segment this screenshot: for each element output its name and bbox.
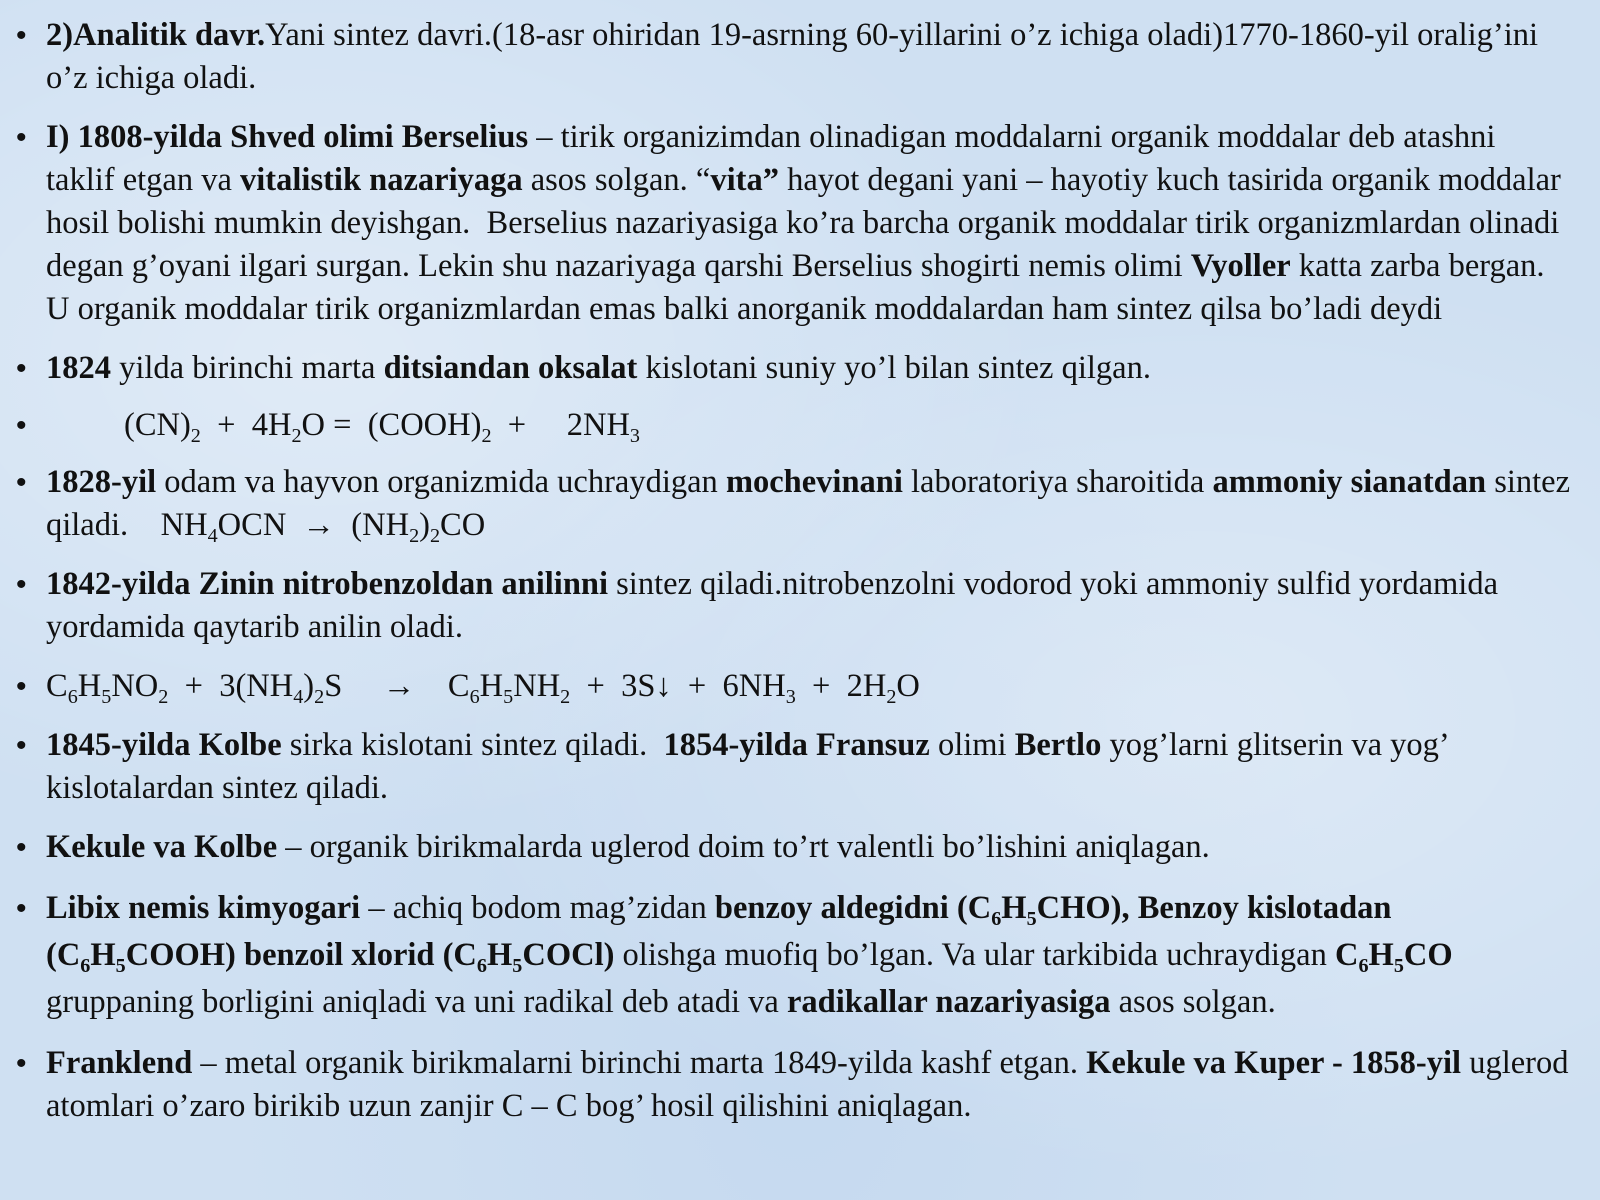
text-run: ) [303,668,315,704]
text-run: ditsiandan oksalat [383,350,638,386]
bullet-item [46,116,1570,331]
text-run: kislotani suniy yo’l bilan sintez qilgan. [637,350,1151,386]
text-run: 1845-yilda Kolbe [46,727,282,763]
text-run: Franklend [46,1045,193,1081]
text-run: – metal organik birikmalarni birinchi marta 1849-yilda kashf etgan. [192,1045,1087,1081]
subscript: 5 [503,686,514,709]
text-run: sirka kislotani sintez qiladi. [281,727,664,763]
text-run: H [77,668,102,704]
text-run: Kekule va Kolbe [46,829,278,865]
text-run: O = (COOH) [301,407,482,443]
bullet-item [46,347,1570,390]
text-run: COOH) benzoil xlorid (C [125,937,477,973]
text-run: OCN → (NH [217,507,410,543]
text-run: sintez qiladi.nitrobenzolni vodorod yoki ammoniy sulfid yordamida yordamida qaytarib anilin oladi. [46,566,1507,645]
subscript: 6 [67,686,78,709]
subscript: 2 [886,686,897,709]
text-run: yog’larni glitserin va yog’ kislotalardan sintez qiladi. [46,727,1456,806]
subscript: 6 [80,955,91,978]
subscript: 2 [481,425,492,448]
text-run: hayot degani yani – hayotiy kuch tasirida organik moddalar hosil bolishi mumkin deyishgan. Berselius nazariyasiga ko’ra barcha organik moddalar tirik organizmlardan olinadi degan g’oyani ilgari surgan. Lekin shu nazariyaga qarshi Berselius shogirti nemis olimi [46,162,1569,284]
subscript: 2 [409,525,420,548]
text-run: C [1334,937,1359,973]
subscript: 2 [158,686,169,709]
text-run: H [486,937,513,973]
text-run: ) [419,507,430,543]
text-run: benzoy aldegidni (C [714,890,992,926]
subscript: 2 [190,425,201,448]
text-run: Vyoller [1190,248,1291,284]
subscript: 2 [560,686,571,709]
text-run: katta zarba bergan. U organik moddalar tirik organizmlardan emas balki anorganik moddalardan ham sintez qilsa bo’ladi deydi [46,248,1553,327]
text-run: + 3S↓ + 6NH [570,668,786,704]
text-run: uglerod atomlari o’zaro birikib uzun zanjir C – C bog’ hosil qilishini aniqlagan. [46,1045,1577,1124]
text-run: NO [111,668,159,704]
text-run: 1828-yil [46,464,157,500]
text-run: yilda birinchi marta [111,350,384,386]
text-run: H [1001,890,1027,926]
text-run: radikallar nazariyasiga [786,984,1111,1020]
subscript: 3 [785,686,796,709]
subscript: 5 [1393,955,1404,978]
bullet-item [46,1042,1577,1128]
subscript: 3 [629,425,640,448]
text-run: – tirik organizimdan olinadigan moddalarni organik moddalar deb atashni taklif etgan va [46,119,1504,198]
subscript: 2 [314,686,325,709]
text-run: 2)Analitik davr. [46,17,266,53]
text-run: ammoniy sianatdan [1212,464,1487,500]
subscript: 6 [469,686,480,709]
subscript: 2 [429,525,441,548]
text-run: 1824 [46,350,111,386]
text-run: 1854-yilda Fransuz [663,727,930,763]
text-run: H [479,668,504,704]
text-run: NH [513,668,561,704]
text-run: 1842-yilda Zinin nitrobenzoldan anilinni [46,566,609,602]
bullet-item [46,665,1570,708]
text-run: Yani sintez davri.(18-asr ohiridan 19-asrning 60-yillarini o’z ichiga oladi)1770-1860-yil oralig’ini o’z ichiga oladi. [46,17,1547,96]
text-run: H [1368,937,1394,973]
text-run: – achiq bodom mag’zidan [360,890,715,926]
subscript: 5 [512,955,523,978]
text-run: + 3(NH [168,668,294,704]
text-run: laboratoriya sharoitida [902,464,1213,500]
text-run: olimi [929,727,1015,763]
text-run: olishga muofiq bo’lgan. Va ular tarkibida uchraydigan [614,937,1335,973]
text-run: O [896,668,920,704]
bullet-item [46,885,1570,1026]
text-run: + 2H [795,668,887,704]
text-run: mochevinani [725,464,903,500]
text-run: COCl) [522,937,615,973]
subscript: 5 [101,686,112,709]
text-run: + 4H [200,407,292,443]
text-run: vita” [710,162,779,198]
text-run: vitalistik nazariyaga [240,162,523,198]
bullet-item [46,563,1570,649]
text-run: asos solgan. [1110,984,1276,1020]
text-run: CHO), Benzoy kislotadan (C [46,890,1400,973]
bullet-item [46,461,1579,548]
text-run: C [46,668,68,704]
subscript: 5 [115,955,126,978]
bullet-item [46,14,1570,100]
text-run: I) 1808-yilda Shved olimi Berselius [46,119,529,155]
subscript: 6 [991,908,1002,931]
subscript: 4 [207,525,218,548]
text-run: sintez qiladi. NH [46,464,1579,543]
text-run: + 2NH [491,407,630,443]
text-run: Bertlo [1014,727,1102,763]
text-run: CO [1403,937,1453,973]
text-run: H [90,937,116,973]
text-run: odam va hayvon organizmida uchraydigan [156,464,726,500]
subscript: 2 [291,425,302,448]
text-run: CO [440,507,486,543]
subscript: 6 [1358,955,1369,978]
subscript: 4 [293,686,304,709]
text-run: – organik birikmalarda uglerod doim to’rt valentli bo’lishini aniqlagan. [277,829,1210,865]
text-run: gruppaning borligini aniqladi va uni radikal deb atadi va [46,937,1461,1020]
text-run: asos solgan. “ [522,162,711,198]
text-run: Libix nemis kimyogari [46,890,361,926]
subscript: 5 [1026,908,1037,931]
subscript: 6 [476,955,487,978]
text-run: (CN) [124,407,191,443]
text-run: S → C [324,668,470,704]
bullet-item [46,404,1570,447]
bullet-item [46,826,1570,869]
text-run: Kekule va Kuper - 1858-yil [1086,1045,1462,1081]
bullet-item [46,724,1570,810]
